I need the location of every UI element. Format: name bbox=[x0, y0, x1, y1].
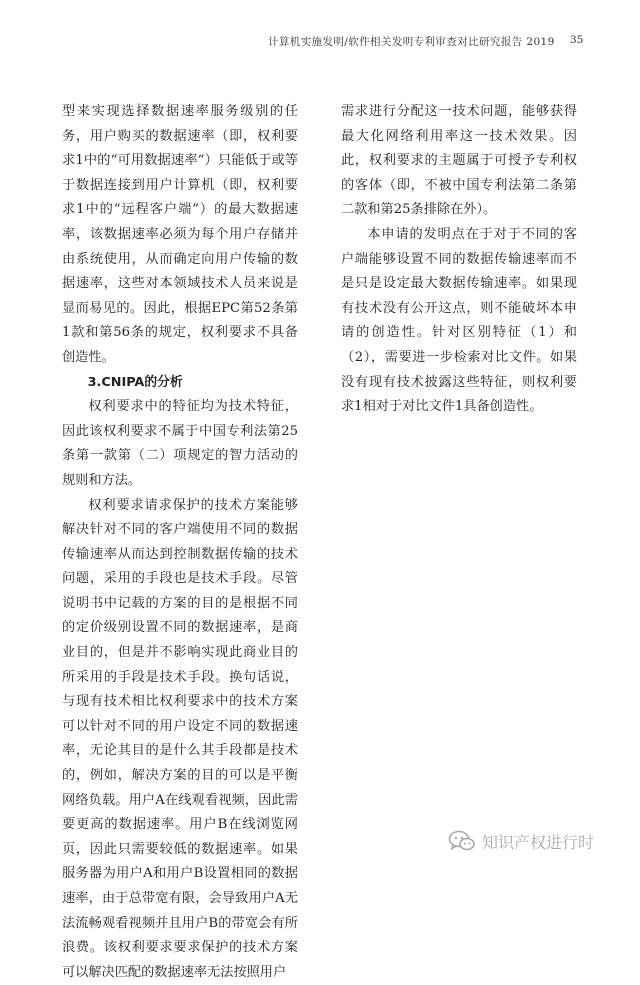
paragraph-inventive-step: 本申请的发明点在于对于不同的客户端能够设置不同的数据传输速率而不是只是设定最大数据传输速率。如果现有技术没有公开这点，则不能破坏本申请的创造性。针对区别特征（1）和（2），需要进一步检索对比文件。如果没有现有技术披露这些特征，则权利要求1相对于对比文件1具备创造性。 bbox=[341, 223, 577, 420]
paragraph-technical-features: 权利要求中的特征均为技术特征，因此该权利要求不属于中国专利法第25条第一款第（二）项规定的智力活动的规则和方法。 bbox=[62, 395, 298, 493]
header-title: 计算机实施发明/软件相关发明专利审查对比研究报告 2019 bbox=[268, 34, 555, 49]
watermark-text: 知识产权进行时 bbox=[482, 830, 594, 853]
paragraph-technical-solution: 权利要求请求保护的技术方案能够解决针对不同的客户端使用不同的数据传输速率从而达到控制数据传输的技术问题，采用的手段也是技术手段。尽管说明书中记载的方案的目的是根据不同的定价级别设置不同的数据速率，是商业目的，但是并不影响实现此商业目的所采用的手段是技术手段。换句话说，与现有技术相比权利要求中的技术方案可以针对不同的用户设定不同的数据速率，无论其目的是什么其手段都是技术的，例如，解决方案的目的可以是平衡网络负载。用户A在线观看视频，因此需要更高的数据速率。用户B在线浏览网页，因此只需要较低的数据速率。如果服务器为用户A和用户B设置相同的数据速率，由于总带宽有限，会导致用户A无法流畅观看视频并且用户B的带宽会有所浪费。该权利要求要求保护的技术方案可以解决匹配的数据速率无法按照用户 bbox=[62, 494, 298, 985]
wechat-watermark bbox=[448, 828, 594, 854]
section-heading-cnipa: 3.CNIPA的分析 bbox=[62, 371, 298, 396]
page-header bbox=[0, 0, 640, 56]
wechat-icon bbox=[448, 830, 476, 852]
right-column bbox=[341, 100, 577, 420]
left-column bbox=[62, 100, 298, 985]
paragraph-epo-conclusion: 型来实现选择数据速率服务级别的任务，用户购买的数据速率（即，权利要求1中的“可用数据速率”）只能低于或等于数据连接到用户计算机（即，权利要求1中的“远程客户端”）的最大数据速率，该数据速率必须为每个用户存储并由系统使用，从而确定向用户传输的数据速率，这些对本领域技术人员来说是显而易见的。因此，根据EPC第52条第1款和第56条的规定，权利要求不具备创造性。 bbox=[62, 100, 298, 371]
page-number: 35 bbox=[570, 34, 583, 46]
paragraph-continuation: 需求进行分配这一技术问题，能够获得最大化网络利用率这一技术效果。因此，权利要求的主题属于可授予专利权的客体（即，不被中国专利法第二条第二款和第25条排除在外）。 bbox=[341, 100, 577, 223]
